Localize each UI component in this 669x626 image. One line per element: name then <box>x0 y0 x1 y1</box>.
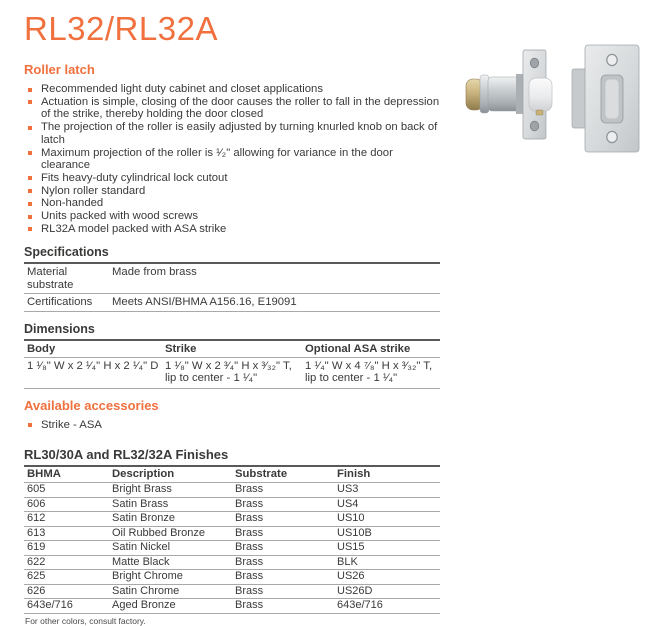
cell-description: Aged Bronze <box>112 599 176 612</box>
table-row <box>24 512 440 527</box>
cell-bhma: 613 <box>27 526 46 539</box>
cell-finish: US4 <box>337 497 359 510</box>
bullet-square-icon <box>28 215 32 219</box>
page-title: RL32/RL32A <box>24 10 218 47</box>
roller-latch-and-strike-image <box>462 18 666 160</box>
feature-item: Fits heavy-duty cylindrical lock cutout <box>24 172 440 185</box>
roller-latch-heading: Roller latch <box>24 62 95 77</box>
dimensions-col-header: Body <box>24 341 162 358</box>
dimension-value: 1 ¹⁄₈" W x 2 ³⁄₄" H x ³⁄₃₂" T, <box>165 359 292 372</box>
specifications-table <box>24 262 440 312</box>
table-row <box>24 599 440 614</box>
dimensions-strike-cell <box>162 358 302 389</box>
bullet-square-icon <box>28 151 32 155</box>
strike-plate <box>572 45 639 152</box>
table-row <box>24 585 440 600</box>
feature-item: Actuation is simple, closing of the door causes the roller to fall in the depression of the strike, thereby holding the door closed <box>24 96 440 121</box>
dimensions-col-header: Optional ASA strike <box>302 341 440 358</box>
dimensions-heading: Dimensions <box>24 321 95 336</box>
finishes-heading: RL30/30A and RL32/32A Finishes <box>24 446 229 462</box>
bullet-square-icon <box>28 189 32 193</box>
dimensions-body-cell <box>24 358 162 389</box>
dimension-value: lip to center - 1 ¹⁄₄" <box>305 372 398 385</box>
col-header-finish: Finish <box>337 467 371 480</box>
dimensions-table <box>24 339 440 389</box>
cell-finish: BLK <box>337 555 358 568</box>
bullet-square-icon <box>28 126 32 130</box>
cell-bhma: 606 <box>27 497 46 510</box>
bullet-square-icon <box>28 176 32 180</box>
table-row <box>24 570 440 585</box>
cell-bhma: 626 <box>27 584 46 597</box>
cell-substrate: Brass <box>235 483 264 496</box>
cell-finish: US10 <box>337 512 365 525</box>
cell-description: Satin Brass <box>112 497 169 510</box>
table-row <box>24 498 440 513</box>
cell-finish: US15 <box>337 541 365 554</box>
dimension-value: lip to center - 1 ¹⁄₄" <box>165 372 258 385</box>
cell-substrate: Brass <box>235 512 264 525</box>
bullet-square-icon <box>28 423 32 427</box>
feature-item: Non-handed <box>24 197 440 210</box>
table-row <box>24 527 440 542</box>
cell-description: Satin Bronze <box>112 512 175 525</box>
accessories-heading: Available accessories <box>24 397 159 413</box>
cell-finish: US10B <box>337 526 372 539</box>
roller-latch-body <box>466 50 552 139</box>
table-row <box>24 541 440 556</box>
cell-finish: US26D <box>337 584 373 597</box>
feature-item: Recommended light duty cabinet and closet applications <box>24 83 440 96</box>
cell-substrate: Brass <box>235 570 264 583</box>
cell-bhma: 625 <box>27 570 46 583</box>
table-row <box>24 556 440 571</box>
col-header-description: Description <box>112 467 175 480</box>
col-header-substrate: Substrate <box>235 467 288 480</box>
cell-substrate: Brass <box>235 526 264 539</box>
spec-value: Meets ANSI/BHMA A156.16, E19091 <box>112 296 297 309</box>
cell-description: Oil Rubbed Bronze <box>112 526 205 539</box>
cell-description: Satin Nickel <box>112 541 171 554</box>
bullet-square-icon <box>28 88 32 92</box>
feature-item: Units packed with wood screws <box>24 210 440 223</box>
cell-substrate: Brass <box>235 555 264 568</box>
cell-substrate: Brass <box>235 599 264 612</box>
bullet-square-icon <box>28 202 32 206</box>
feature-item: Maximum projection of the roller is ¹⁄₂" allowing for variance in the door clearance <box>24 147 440 172</box>
accessory-item: Strike - ASA <box>24 419 440 432</box>
bullet-square-icon <box>28 227 32 231</box>
feature-item: RL32A model packed with ASA strike <box>24 223 440 236</box>
feature-list <box>24 83 440 235</box>
feature-item: The projection of the roller is easily adjusted by turning knurled knob on back of latch <box>24 121 440 146</box>
cell-bhma: 622 <box>27 555 46 568</box>
feature-item: Nylon roller standard <box>24 185 440 198</box>
cell-substrate: Brass <box>235 541 264 554</box>
spec-label: Certifications <box>27 296 93 309</box>
cell-finish: 643e/716 <box>337 599 383 612</box>
cell-substrate: Brass <box>235 584 264 597</box>
cell-finish: US3 <box>337 483 359 496</box>
dimensions-asa-strike-cell <box>302 358 440 389</box>
spec-row <box>24 264 440 294</box>
dimensions-col-header: Strike <box>162 341 302 358</box>
finishes-header-row <box>24 467 440 484</box>
cell-bhma: 643e/716 <box>27 599 73 612</box>
col-header-bhma: BHMA <box>27 467 61 480</box>
spec-sheet-content <box>24 10 440 626</box>
spec-label: Material substrate <box>27 266 74 291</box>
cell-description: Bright Brass <box>112 483 172 496</box>
cell-description: Matte Black <box>112 555 170 568</box>
cell-bhma: 605 <box>27 483 46 496</box>
product-illustration <box>462 18 666 160</box>
dimension-value: 1 ¹⁄₄" W x 4 ⁷⁄₈" H x ³⁄₃₂" T, <box>305 359 433 372</box>
cell-bhma: 619 <box>27 541 46 554</box>
cell-finish: US26 <box>337 570 365 583</box>
cell-substrate: Brass <box>235 497 264 510</box>
accessories-section <box>24 398 440 432</box>
spec-row <box>24 294 440 312</box>
spec-value: Made from brass <box>112 266 197 279</box>
specifications-heading: Specifications <box>24 245 109 260</box>
cell-description: Bright Chrome <box>112 570 183 583</box>
finishes-footnote: For other colors, consult factory. <box>25 615 146 626</box>
dimension-value: 1 ¹⁄₈" W x 2 ¹⁄₄" H x 2 ¹⁄₄" D <box>27 359 159 372</box>
table-row <box>24 483 440 498</box>
cell-description: Satin Chrome <box>112 584 180 597</box>
bullet-square-icon <box>28 100 32 104</box>
finishes-table <box>24 465 440 614</box>
cell-bhma: 612 <box>27 512 46 525</box>
